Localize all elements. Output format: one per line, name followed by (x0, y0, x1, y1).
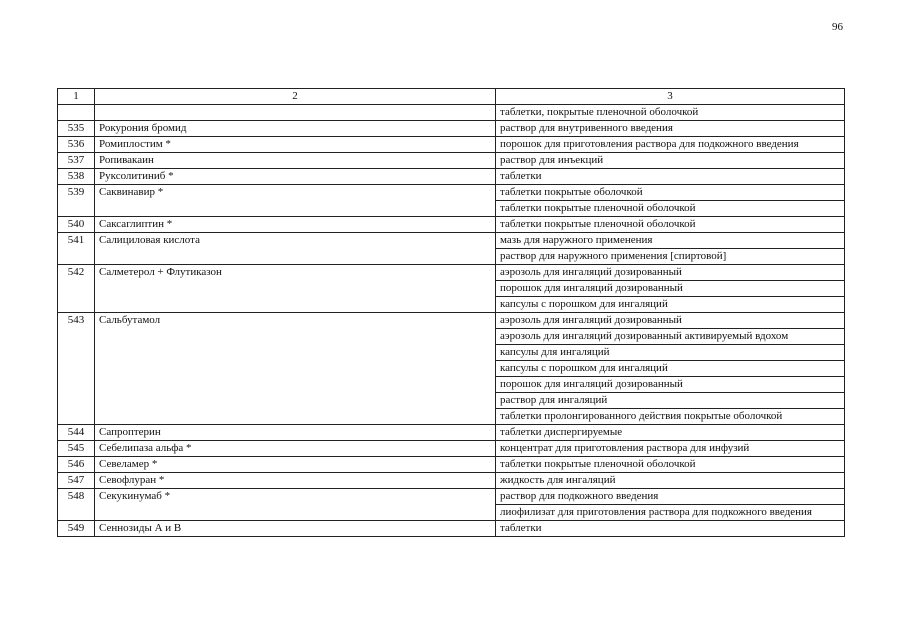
drug-name: Саквинавир * (95, 185, 496, 217)
table-body (58, 105, 845, 537)
table-row (58, 313, 845, 329)
row-number: 536 (58, 137, 95, 153)
table-row (58, 521, 845, 537)
dosage-form: таблетки покрытые пленочной оболочкой (496, 457, 845, 473)
row-number: 542 (58, 265, 95, 313)
dosage-form: раствор для инъекций (496, 153, 845, 169)
table-row (58, 153, 845, 169)
row-number: 548 (58, 489, 95, 521)
dosage-form: таблетки (496, 169, 845, 185)
dosage-form: таблетки покрытые пленочной оболочкой (496, 201, 845, 217)
row-number: 538 (58, 169, 95, 185)
table-row (58, 265, 845, 281)
row-number: 539 (58, 185, 95, 217)
drug-name: Ропивакаин (95, 153, 496, 169)
dosage-form: капсулы с порошком для ингаляций (496, 361, 845, 377)
table-row (58, 425, 845, 441)
header-col-3: 3 (496, 89, 845, 105)
drug-name: Себелипаза альфа * (95, 441, 496, 457)
dosage-form: раствор для внутривенного введения (496, 121, 845, 137)
dosage-form: аэрозоль для ингаляций дозированный (496, 265, 845, 281)
dosage-form: лиофилизат для приготовления раствора для подкожного введения (496, 505, 845, 521)
row-number: 546 (58, 457, 95, 473)
row-number: 537 (58, 153, 95, 169)
dosage-form: порошок для приготовления раствора для подкожного введения (496, 137, 845, 153)
drug-name: Салициловая кислота (95, 233, 496, 265)
table-row (58, 169, 845, 185)
drug-name: Рокурония бромид (95, 121, 496, 137)
row-number: 543 (58, 313, 95, 425)
dosage-form: аэрозоль для ингаляций дозированный активируемый вдохом (496, 329, 845, 345)
drug-name: Саксаглиптин * (95, 217, 496, 233)
header-col-2: 2 (95, 89, 496, 105)
drug-name: Сеннозиды А и В (95, 521, 496, 537)
dosage-form: таблетки покрытые оболочкой (496, 185, 845, 201)
table-row (58, 137, 845, 153)
table-row (58, 121, 845, 137)
dosage-form: жидкость для ингаляций (496, 473, 845, 489)
row-number: 549 (58, 521, 95, 537)
row-number: 540 (58, 217, 95, 233)
drug-table (57, 88, 845, 537)
table-row (58, 489, 845, 505)
dosage-form: таблетки диспергируемые (496, 425, 845, 441)
row-number: 544 (58, 425, 95, 441)
dosage-form: раствор для подкожного введения (496, 489, 845, 505)
row-number: 545 (58, 441, 95, 457)
dosage-form: таблетки пролонгированного действия покрытые оболочкой (496, 409, 845, 425)
drug-name: Ромиплостим * (95, 137, 496, 153)
table-row (58, 457, 845, 473)
drug-name: Салметерол + Флутиказон (95, 265, 496, 313)
table-row (58, 473, 845, 489)
drug-name: Севофлуран * (95, 473, 496, 489)
dosage-form: капсулы с порошком для ингаляций (496, 297, 845, 313)
row-number: 541 (58, 233, 95, 265)
drug-name: Руксолитиниб * (95, 169, 496, 185)
drug-name: Сальбутамол (95, 313, 496, 425)
drug-name: Секукинумаб * (95, 489, 496, 521)
dosage-form: раствор для ингаляций (496, 393, 845, 409)
table-row (58, 185, 845, 201)
table-row (58, 441, 845, 457)
dosage-form: раствор для наружного применения [спиртовой] (496, 249, 845, 265)
drug-name: Севеламер * (95, 457, 496, 473)
table-row (58, 233, 845, 249)
dosage-form: концентрат для приготовления раствора для инфузий (496, 441, 845, 457)
table-row (58, 217, 845, 233)
drug-name: Сапроптерин (95, 425, 496, 441)
dosage-form: таблетки, покрытые пленочной оболочкой (496, 105, 845, 121)
header-row (58, 89, 845, 105)
row-number: 535 (58, 121, 95, 137)
table-row (58, 105, 845, 121)
header-col-1: 1 (58, 89, 95, 105)
dosage-form: аэрозоль для ингаляций дозированный (496, 313, 845, 329)
dosage-form: таблетки (496, 521, 845, 537)
dosage-form: таблетки покрытые пленочной оболочкой (496, 217, 845, 233)
dosage-form: порошок для ингаляций дозированный (496, 281, 845, 297)
drug-name (95, 105, 496, 121)
row-number (58, 105, 95, 121)
dosage-form: порошок для ингаляций дозированный (496, 377, 845, 393)
dosage-form: капсулы для ингаляций (496, 345, 845, 361)
dosage-form: мазь для наружного применения (496, 233, 845, 249)
row-number: 547 (58, 473, 95, 489)
page-number: 96 (832, 21, 843, 33)
